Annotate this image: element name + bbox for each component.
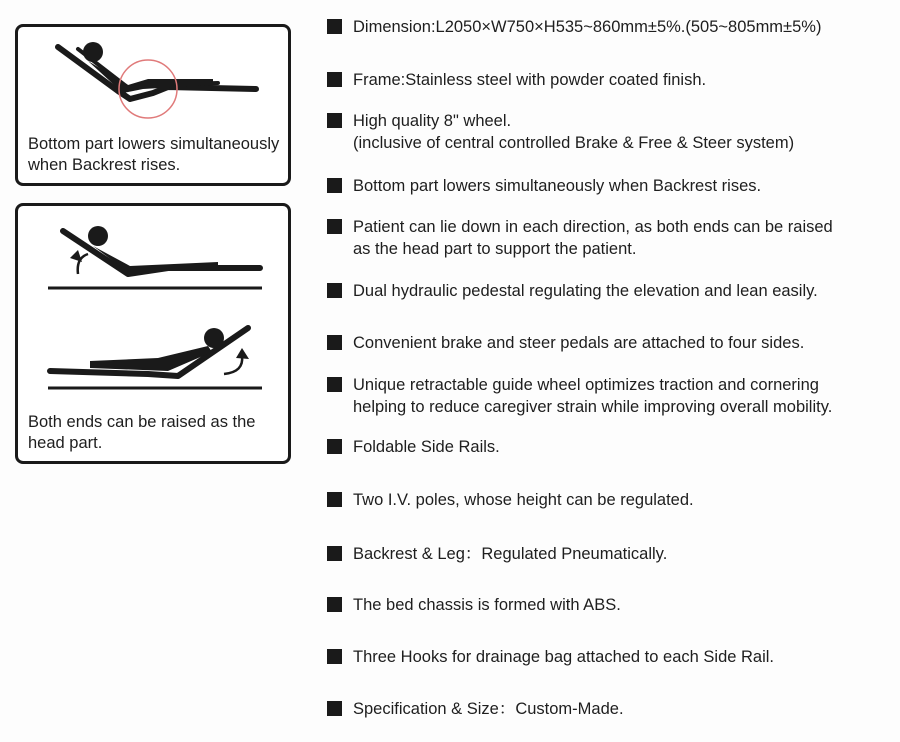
feature-text: Convenient brake and steer pedals are attached to four sides. xyxy=(353,334,805,352)
square-bullet-icon xyxy=(327,283,342,298)
square-bullet-icon xyxy=(327,113,342,128)
feature-text: Dimension:L2050×W750×H535~860mm±5%.(505~805mm±5%) xyxy=(353,18,822,36)
square-bullet-icon xyxy=(327,72,342,87)
bed-both-ends-illustration xyxy=(18,206,288,406)
feature-text: Bottom part lowers simultaneously when Backrest rises. xyxy=(353,177,762,195)
square-bullet-icon xyxy=(327,335,342,350)
upper-patient-body xyxy=(93,246,218,272)
feature-text: Foldable Side Rails. xyxy=(353,438,500,456)
feature-text: Dual hydraulic pedestal regulating the elevation and lean easily. xyxy=(353,282,818,300)
illustration-panel-backrest xyxy=(15,24,291,186)
feature-text: Two I.V. poles, whose height can be regulated. xyxy=(353,491,694,509)
upper-raise-arrowhead xyxy=(70,250,82,262)
feature-text: Frame:Stainless steel with powder coated finish. xyxy=(353,71,707,89)
feature-text: The bed chassis is formed with ABS. xyxy=(353,596,621,614)
feature-text: High quality 8" wheel. (inclusive of central controlled Brake & Free & Steer system) xyxy=(353,112,795,152)
square-bullet-icon xyxy=(327,546,342,561)
square-bullet-icon xyxy=(327,597,342,612)
feature-text: Three Hooks for drainage bag attached to each Side Rail. xyxy=(353,648,775,666)
square-bullet-icon xyxy=(327,19,342,34)
square-bullet-icon xyxy=(327,649,342,664)
square-bullet-icon xyxy=(327,377,342,392)
feature-text: Specification & Size：Custom-Made. xyxy=(353,700,624,718)
square-bullet-icon xyxy=(327,219,342,234)
panel2-caption: Both ends can be raised as the head part. xyxy=(28,413,256,452)
square-bullet-icon xyxy=(327,439,342,454)
feature-text: Backrest & Leg：Regulated Pneumatically. xyxy=(353,545,668,563)
square-bullet-icon xyxy=(327,178,342,193)
square-bullet-icon xyxy=(327,492,342,507)
lower-raise-arrow xyxy=(224,356,242,374)
feature-text: Unique retractable guide wheel optimizes traction and cornering helping to reduce caregiver strain while improving overall mobility. xyxy=(353,376,833,416)
upper-patient-head xyxy=(88,226,108,246)
square-bullet-icon xyxy=(327,701,342,716)
illustration-panel-both-ends xyxy=(15,203,291,464)
lower-patient-head xyxy=(204,328,224,348)
bed-backrest-illustration xyxy=(18,27,288,132)
lower-raise-arrowhead xyxy=(236,348,249,359)
patient-head xyxy=(83,42,103,62)
panel1-caption: Bottom part lowers simultaneously when Backrest rises. xyxy=(28,135,280,174)
feature-text: Patient can lie down in each direction, as both ends can be raised as the head part to support the patient. xyxy=(353,218,833,258)
